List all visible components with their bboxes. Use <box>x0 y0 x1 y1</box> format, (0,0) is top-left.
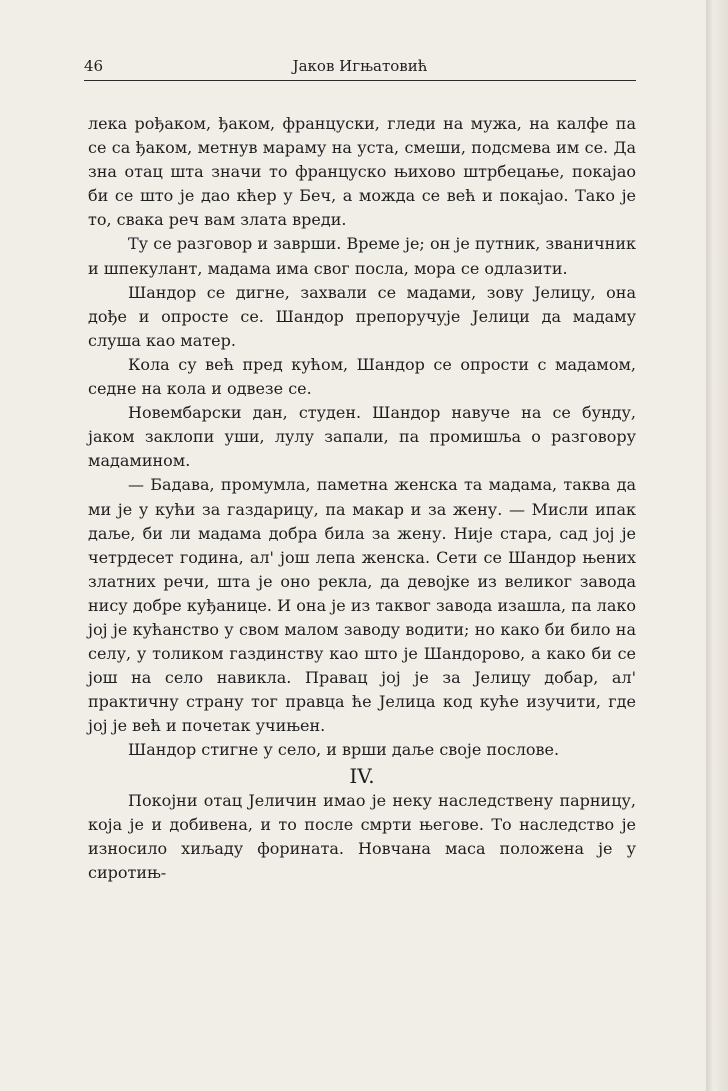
paragraph: Кола су већ пред кућом, Шандор се опрости с мадамом, седне на кола и одвезе се. <box>88 354 636 399</box>
header-rule <box>84 80 636 81</box>
page-header <box>84 56 636 76</box>
running-title: Јаков Игњатовић <box>292 57 428 75</box>
page-edge <box>706 0 728 1091</box>
page-number: 46 <box>84 57 104 75</box>
chapter-heading: IV. <box>349 763 375 788</box>
paragraph: Новембарски дан, студен. Шандор навуче на се бунду, јаком заклопи уши, лулу запали, па промишља о разговору мадамином. <box>88 403 636 471</box>
paragraph: Шандор се дигне, захвали се мадами, зову Јелицу, она дође и опросте се. Шандор препоручује Јелици да мадаму слуша као матер. <box>88 282 636 350</box>
paragraph: Шандор стигне у село, и врши даље своје послове. <box>128 740 560 760</box>
paragraph: Покојни отац Јеличин имао је неку наследствену парницу, која је и добивена, и то после смрти његове. То наследство је износило хиљаду форината. Новчана маса положена је у сиротињ- <box>88 790 636 882</box>
paragraph: Ту се разговор и заврши. Време је; он је путник, званичник и шпекулант, мадама има свог посла, мора се одлазити. <box>88 234 636 278</box>
paragraph: лека рођаком, ђаком, француски, гледи на мужа, на калфе па се са ђаком, метнув мараму на уста, смеши, подсмева им се. Да зна отац шта значи то француско њихово штрбецање, покајао би се што је дао кћер у Беч, а можда се већ и покајао. Тако је то, свака реч вам злата вреди. <box>88 114 636 230</box>
body-text <box>88 112 636 885</box>
paragraph: — Бадава, промумла, паметна женска та мадама, таква да ми је у кући за газдарицу, па макар и за жену. — Мисли ипак даље, би ли мадама добра била за жену. Није стара, сад јој је четрдесет година, ал' још лепа женска. Сети се Шандор њених златних речи, шта је оно рекла, да девојке из великог завода нису добре куђанице. И она је из таквог завода изашла, па лако јој је кућанство у свом малом заводу водити; но како би било на селу, у толиком газдинству као што је Шандорово, а како би се још на село навикла. Правац јој је за Јелицу добар, ал' практичну страну тог правца ће Јелица код куће изучити, где јој је већ и почетак учињен. <box>88 475 636 736</box>
